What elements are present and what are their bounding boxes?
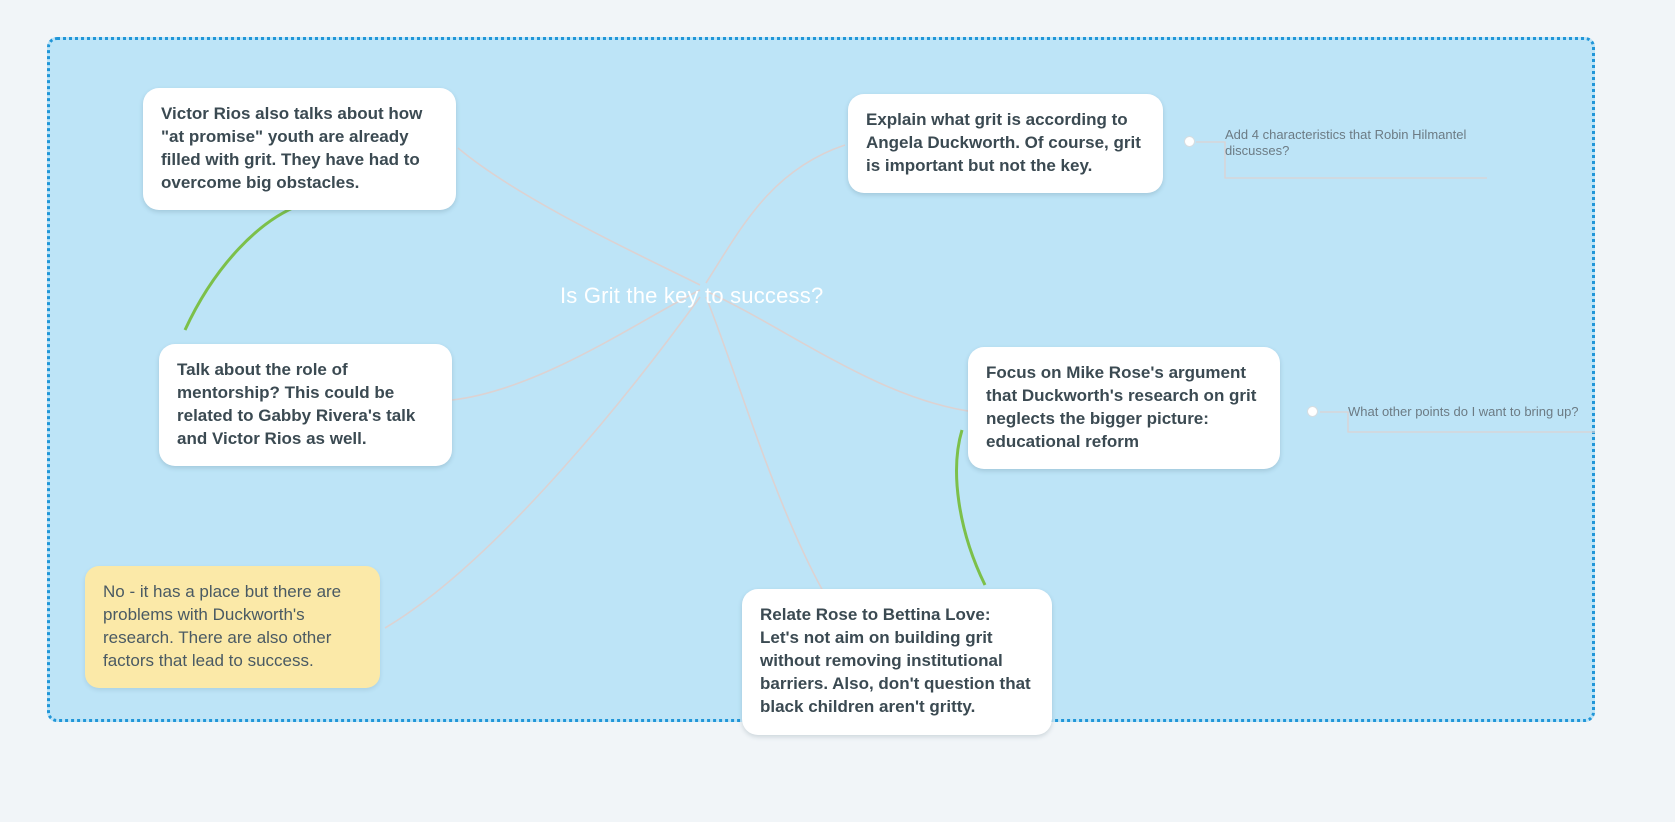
node-answer-summary[interactable]: No - it has a place but there are problems with Duckworth's research. There are also other factors that lead to success. — [85, 566, 380, 688]
center-topic-label: Is Grit the key to success? — [560, 283, 824, 308]
node-mentorship[interactable]: Talk about the role of mentorship? This could be related to Gabby Rivera's talk and Victor Rios as well. — [159, 344, 452, 466]
annotation-anchor-icon — [1184, 136, 1195, 147]
annotation-hilmantel[interactable]: Add 4 characteristics that Robin Hilmantel discusses? — [1225, 127, 1467, 159]
annotation-anchor-icon-2 — [1307, 406, 1318, 417]
node-mike-rose[interactable]: Focus on Mike Rose's argument that Duckworth's research on grit neglects the bigger picture: educational reform — [968, 347, 1280, 469]
node-victor-rios[interactable]: Victor Rios also talks about how "at promise" youth are already filled with grit. They have had to overcome big obstacles. — [143, 88, 456, 210]
annotation-other-points[interactable]: What other points do I want to bring up? — [1348, 404, 1579, 419]
node-bettina-love[interactable]: Relate Rose to Bettina Love: Let's not aim on building grit without removing institutional barriers. Also, don't question that black children aren't gritty. — [742, 589, 1052, 735]
node-duckworth-grit[interactable]: Explain what grit is according to Angela Duckworth. Of course, grit is important but not the key. — [848, 94, 1163, 193]
